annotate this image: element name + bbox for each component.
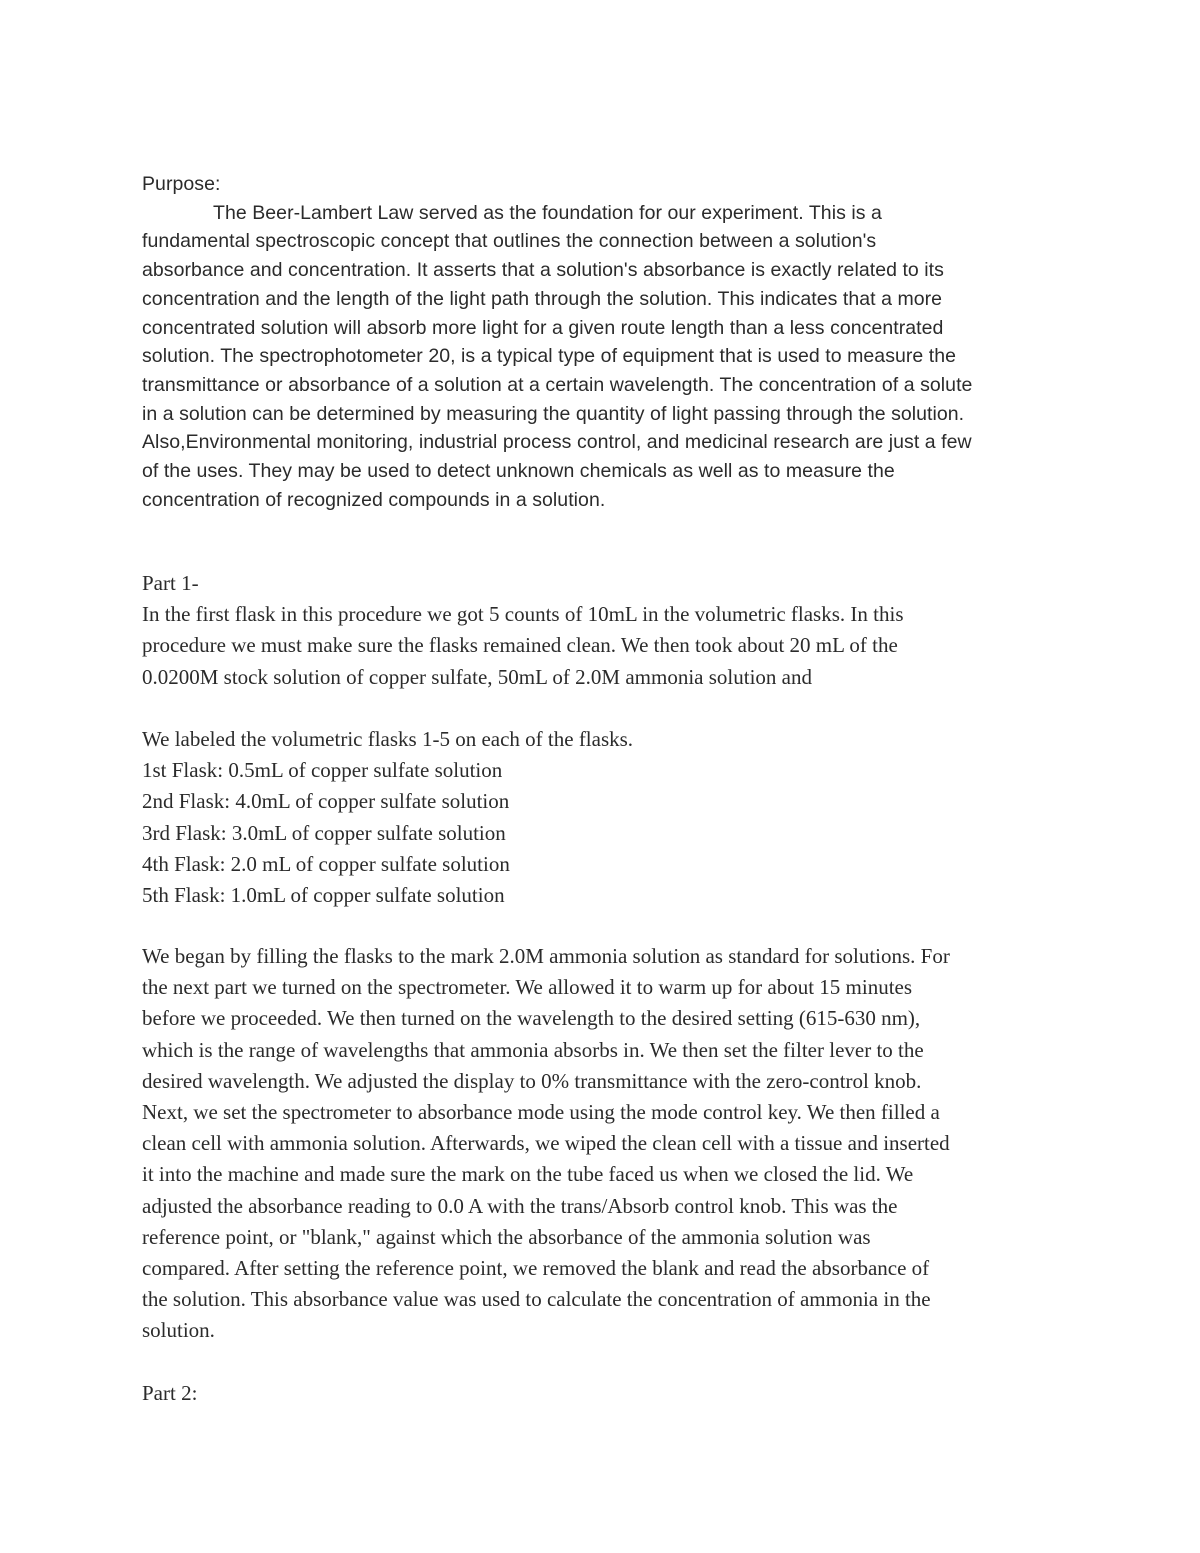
- part2-section: [142, 1378, 1102, 1409]
- procedure-line: reference point, or "blank," against which the absorbance of the ammonia solution was: [142, 1224, 871, 1249]
- purpose-heading: Purpose:: [142, 173, 221, 195]
- purpose-line: absorbance and concentration. It asserts that a solution's absorbance is exactly related to its: [142, 259, 944, 282]
- procedure-line: We began by filling the flasks to the mark 2.0M ammonia solution as standard for solutions. For: [142, 944, 950, 968]
- purpose-line: The Beer-Lambert Law served as the foundation for our experiment. This is a: [213, 201, 882, 224]
- part1-intro-section: [142, 568, 1102, 693]
- purpose-line: in a solution can be determined by measuring the quantity of light passing through the solution.: [142, 402, 965, 425]
- flask-list-section: [142, 724, 1102, 911]
- purpose-line: concentration of recognized compounds in a solution.: [142, 488, 606, 511]
- part1-intro-line: In the first flask in this procedure we got 5 counts of 10mL in the volumetric flasks. In this: [142, 602, 904, 627]
- procedure-line: adjusted the absorbance reading to 0.0 A with the trans/Absorb control knob. This was the: [142, 1193, 898, 1218]
- purpose-line: Also,Environmental monitoring, industrial process control, and medicinal research are just a few: [142, 431, 972, 454]
- part2-heading: Part 2:: [142, 1381, 198, 1405]
- purpose-line: solution. The spectrophotometer 20, is a typical type of equipment that is used to measure the: [142, 345, 957, 368]
- purpose-section: [142, 170, 1102, 514]
- procedure-line: which is the range of wavelengths that ammonia absorbs in. We then set the filter lever to the: [142, 1037, 924, 1062]
- procedure-line: solution.: [142, 1318, 215, 1343]
- procedure-line: it into the machine and made sure the mark on the tube faced us when we closed the lid. We: [142, 1162, 914, 1187]
- procedure-line: the next part we turned on the spectrometer. We allowed it to warm up for about 15 minutes: [142, 975, 913, 1000]
- purpose-line: fundamental spectroscopic concept that outlines the connection between a solution's: [142, 230, 877, 253]
- flask-item: 3rd Flask: 3.0mL of copper sulfate solution: [142, 820, 506, 845]
- procedure-line: Next, we set the spectrometer to absorbance mode using the mode control key. We then filled a: [142, 1100, 940, 1125]
- procedure-line: the solution. This absorbance value was used to calculate the concentration of ammonia in the: [142, 1287, 931, 1312]
- part1-intro-line: procedure we must make sure the flasks remained clean. We then took about 20 mL of the: [142, 633, 898, 658]
- procedure-line: clean cell with ammonia solution. Afterwards, we wiped the clean cell with a tissue and inserted: [142, 1131, 950, 1156]
- purpose-line: concentration and the length of the light path through the solution. This indicates that a more: [142, 287, 943, 310]
- procedure-section: [142, 941, 1102, 1347]
- flask-list-intro: We labeled the volumetric flasks 1-5 on each of the flasks.: [142, 727, 634, 751]
- purpose-line: transmittance or absorbance of a solution at a certain wavelength. The concentration of a solute: [142, 373, 973, 396]
- part1-heading: Part 1-: [142, 571, 199, 595]
- purpose-line: concentrated solution will absorb more light for a given route length than a less concentrated: [142, 316, 944, 339]
- purpose-line: of the uses. They may be used to detect unknown chemicals as well as to measure the: [142, 460, 895, 483]
- part1-intro-line: 0.0200M stock solution of copper sulfate, 50mL of 2.0M ammonia solution and: [142, 664, 812, 689]
- procedure-line: before we proceeded. We then turned on the wavelength to the desired setting (615-630 nm),: [142, 1006, 921, 1031]
- flask-item: 4th Flask: 2.0 mL of copper sulfate solution: [142, 851, 510, 876]
- procedure-line: compared. After setting the reference point, we removed the blank and read the absorbance of: [142, 1256, 930, 1281]
- flask-item: 1st Flask: 0.5mL of copper sulfate solution: [142, 758, 503, 783]
- flask-item: 5th Flask: 1.0mL of copper sulfate solution: [142, 883, 505, 908]
- procedure-line: desired wavelength. We adjusted the display to 0% transmittance with the zero-control knob.: [142, 1068, 922, 1093]
- flask-item: 2nd Flask: 4.0mL of copper sulfate solution: [142, 789, 510, 814]
